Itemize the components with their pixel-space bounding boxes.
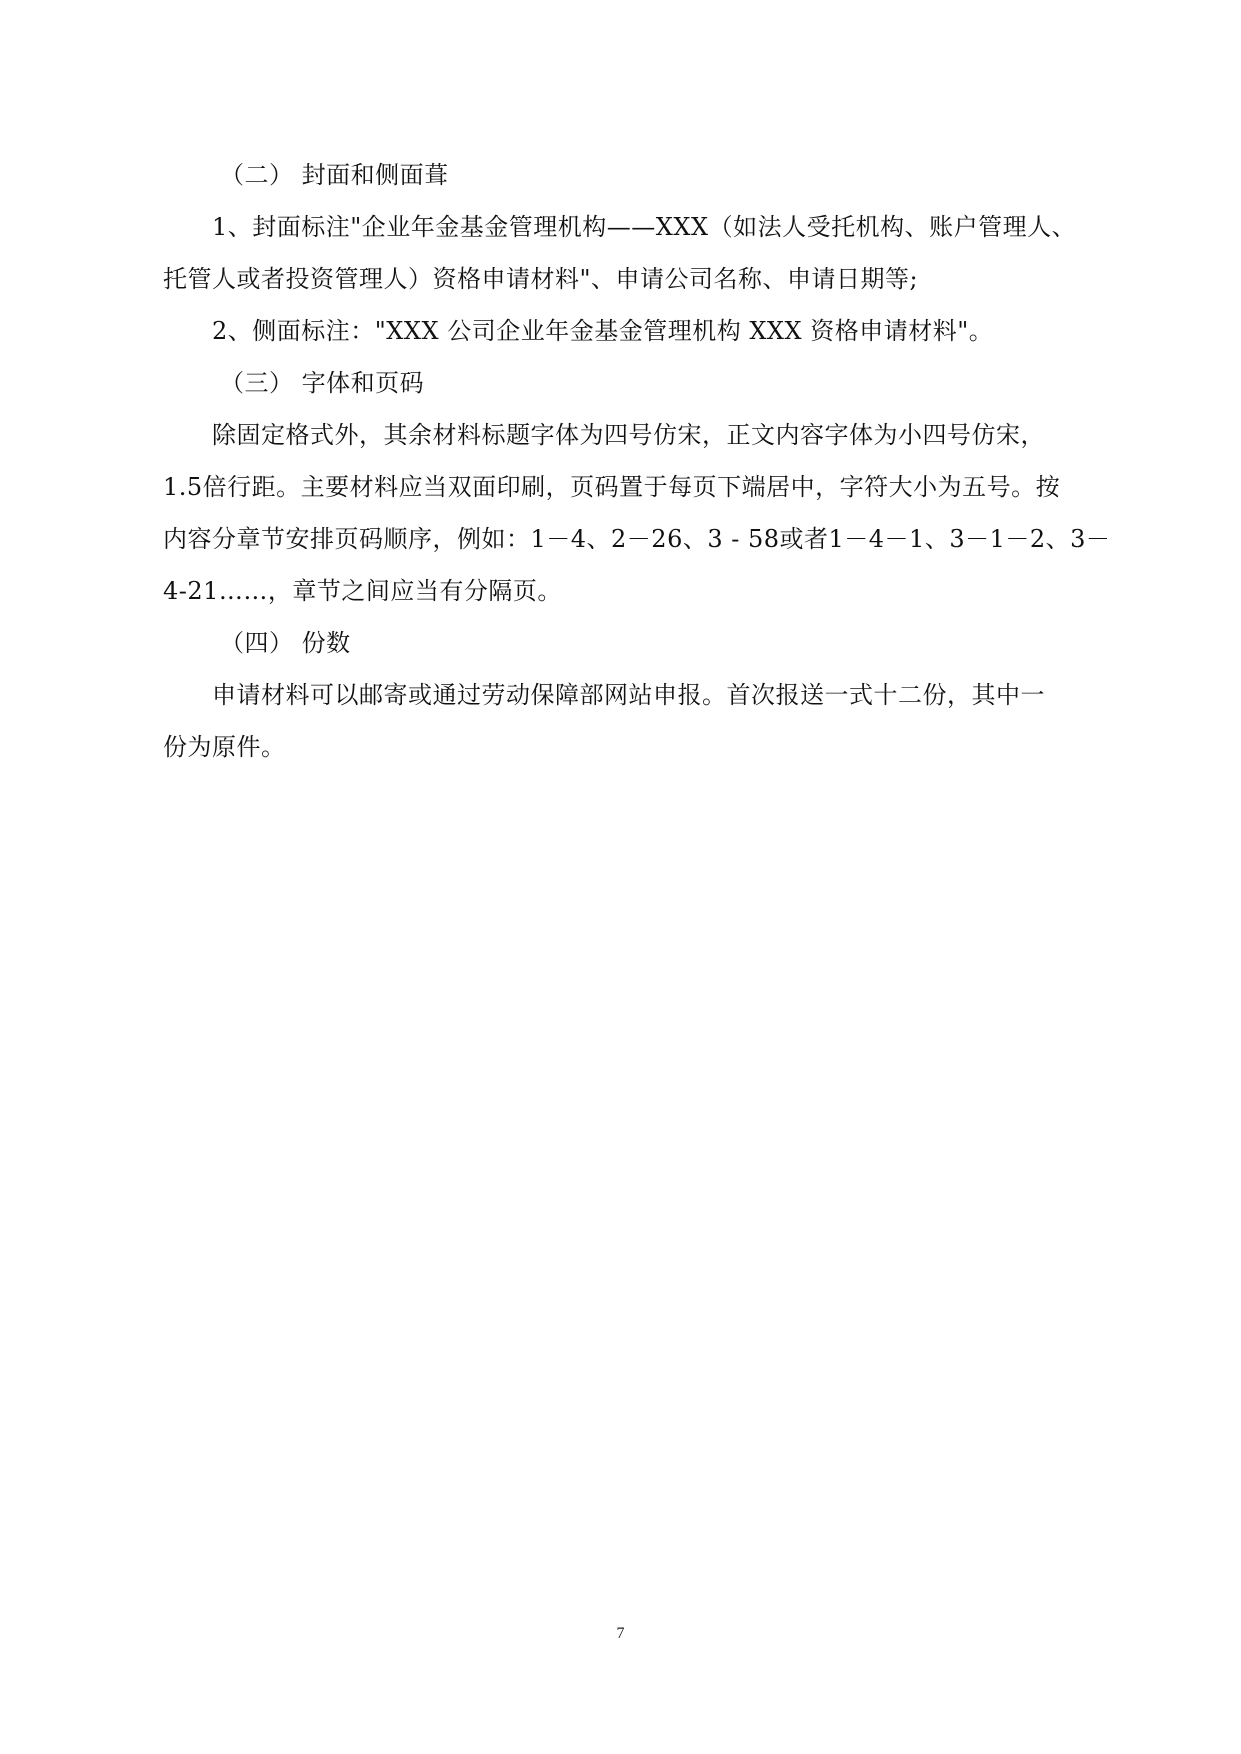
- section-3-paragraph-line-3: 内容分章节安排页码顺序，例如：1－4、2－26、3 - 58或者1－4－1、3－1－2、3－: [163, 525, 1111, 553]
- section-2-heading: （二） 封面和侧面葺: [220, 161, 449, 189]
- section-3-paragraph-line-2: 1.5倍行距。主要材料应当双面印刷，页码置于每页下端居中，字符大小为五号。按: [163, 473, 1061, 501]
- section-2-item-1-line-1: 1、封面标注"企业年金基金管理机构——XXX（如法人受托机构、账户管理人、: [212, 213, 1077, 241]
- section-4-paragraph-line-2: 份为原件。: [163, 733, 286, 761]
- page-number: 7: [616, 1625, 625, 1642]
- section-3-heading: （三） 字体和页码: [220, 369, 425, 397]
- section-3-paragraph-line-4: 4-21……，章节之间应当有分隔页。: [163, 577, 562, 605]
- section-2-item-1-line-2: 托管人或者投资管理人）资格申请材料"、申请公司名称、申请日期等;: [163, 265, 919, 293]
- section-4-paragraph-line-1: 申请材料可以邮寄或通过劳动保障部网站申报。首次报送一式十二份，其中一: [212, 681, 1045, 709]
- section-4-heading: （四） 份数: [220, 629, 351, 657]
- section-2-item-2: 2、侧面标注："XXX 公司企业年金基金管理机构 XXX 资格申请材料"。: [212, 317, 994, 345]
- section-3-paragraph-line-1: 除固定格式外，其余材料标题字体为四号仿宋，正文内容字体为小四号仿宋，: [212, 421, 1045, 449]
